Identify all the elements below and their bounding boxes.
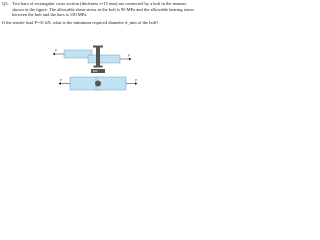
side-left-arrowhead — [59, 82, 62, 85]
top-bolt-head — [93, 46, 103, 48]
top-right-bar — [88, 55, 120, 63]
question-number: Q3. — [2, 1, 9, 6]
top-right-load-label: P — [128, 53, 131, 58]
bolted-bars-figure — [0, 0, 200, 92]
side-left-load-label: P — [60, 78, 63, 82]
side-view — [59, 77, 138, 90]
top-right-arrowhead — [129, 58, 132, 61]
side-right-load-label: P — [135, 78, 138, 82]
bolt-label: Bolt — [93, 70, 98, 73]
top-view — [53, 46, 132, 74]
question-prompt: If the tensile load P=31 kN, what is the minimum required diameter d_min of the bolt? — [2, 19, 159, 25]
top-bolt — [96, 47, 100, 66]
side-right-arrowhead — [135, 82, 138, 85]
top-left-arrowhead — [53, 53, 56, 56]
top-bolt-nut — [94, 66, 103, 68]
side-bolt — [95, 81, 101, 87]
question-text: Two bars of rectangular cross section (thickness t=15 mm) are connected by a bolt in the manner shown in the figure. The allowable shear stress in the bolt is 90 MPa and the allowable bearing stress between the bolt and the bars is 150 MPa. — [12, 1, 194, 18]
top-left-load-label: P — [55, 48, 58, 53]
